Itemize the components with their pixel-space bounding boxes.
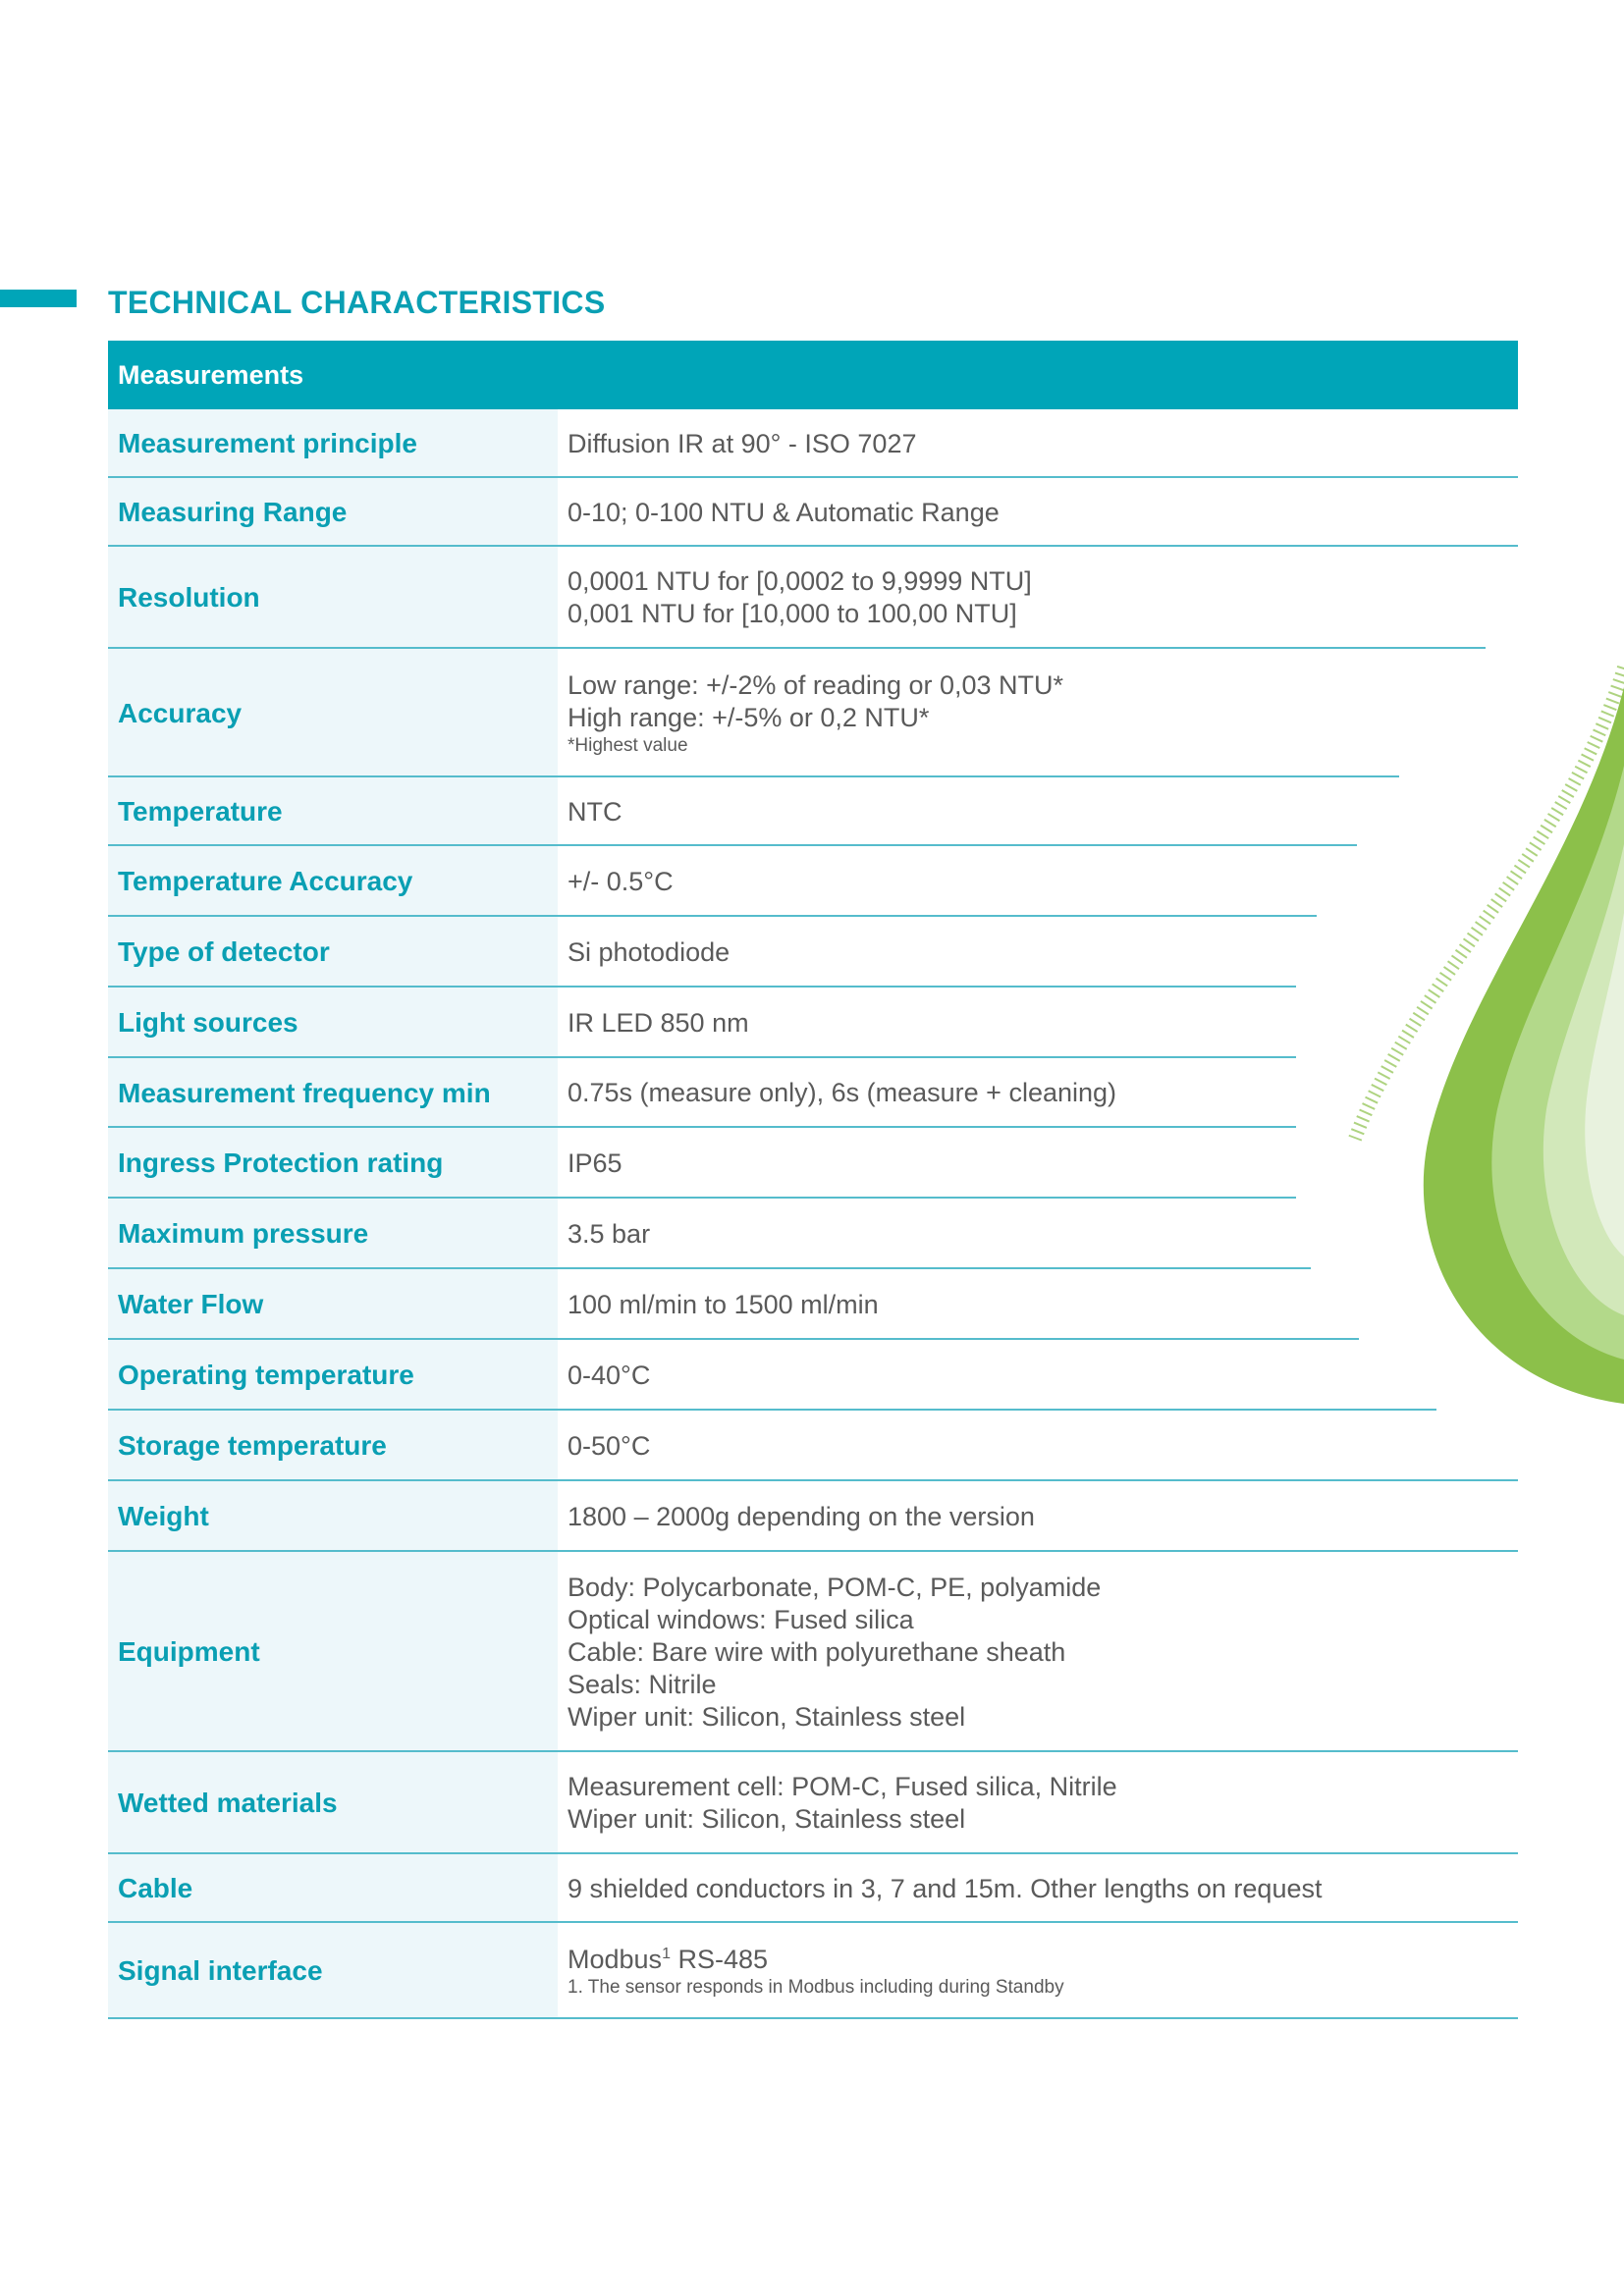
row-label: Equipment (108, 1552, 558, 1752)
row-value: 0.75s (measure only), 6s (measure + cleaning) (568, 1078, 1117, 1107)
table-row (108, 1058, 1518, 1128)
table-row (108, 1481, 1518, 1552)
table-row (108, 1411, 1518, 1481)
table-row (108, 649, 1518, 777)
row-label: Water Flow (108, 1269, 558, 1340)
footnote: *Highest value (568, 734, 688, 756)
page-title: TECHNICAL CHARACTERISTICS (108, 285, 606, 320)
row-value: 0-10; 0-100 NTU & Automatic Range (568, 497, 1000, 527)
row-label: Ingress Protection rating (108, 1128, 558, 1199)
table-row (108, 1854, 1518, 1923)
row-label: Operating temperature (108, 1340, 558, 1411)
row-label: Resolution (108, 547, 558, 649)
row-value: IP65 (568, 1148, 623, 1178)
row-value: 0-50°C (568, 1430, 651, 1461)
table-row (108, 1340, 1518, 1411)
table-row (108, 846, 1518, 917)
row-value: Si photodiode (568, 936, 731, 967)
table-row (108, 1128, 1518, 1199)
row-value: Modbus$^1$ RS-485 1. The sensor responds in Modbus including during Standby (558, 1923, 1518, 2019)
table-row (108, 1752, 1518, 1854)
row-value: 1800 – 2000g depending on the version (568, 1501, 1035, 1531)
table-row (108, 547, 1518, 649)
table-row (108, 1923, 1518, 2019)
row-value: 0,0001 NTU for [0,0002 to 9,9999 NTU] 0,001 NTU for [10,000 to 100,00 NTU] (568, 566, 1032, 628)
table-row (108, 409, 1518, 478)
row-label: Light sources (108, 988, 558, 1058)
row-value: Body: Polycarbonate, POM-C, PE, polyamide Optical windows: Fused silica Cable: Bare wire with polyurethane sheath Seals: Nitrile Wiper unit: Silicon, Stainless steel (568, 1572, 1102, 1732)
table-row (108, 917, 1518, 988)
table-row (108, 1269, 1518, 1340)
row-label: Accuracy (108, 649, 558, 777)
row-label: Weight (108, 1481, 558, 1552)
row-label: Temperature Accuracy (108, 846, 558, 917)
row-label: Measuring Range (108, 478, 558, 547)
row-label: Measurement principle (108, 409, 558, 478)
table-row (108, 777, 1518, 846)
row-label: Storage temperature (108, 1411, 558, 1481)
row-value: Diffusion IR at 90° - ISO 7027 (568, 428, 917, 458)
row-label: Wetted materials (108, 1752, 558, 1854)
row-label: Type of detector (108, 917, 558, 988)
table-row (108, 1552, 1518, 1752)
footnote-marker: 1 (662, 1945, 671, 1962)
row-label: Measurement frequency min (108, 1058, 558, 1128)
table-row (108, 478, 1518, 547)
table-row (108, 988, 1518, 1058)
row-label: Temperature (108, 777, 558, 846)
row-value: IR LED 850 nm (568, 1007, 749, 1038)
row-value: NTC (568, 796, 623, 827)
row-label: Maximum pressure (108, 1199, 558, 1269)
row-value: Measurement cell: POM-C, Fused silica, Nitrile Wiper unit: Silicon, Stainless steel (568, 1772, 1117, 1834)
row-value: +/- 0.5°C (568, 866, 674, 896)
row-value: 3.5 bar (568, 1218, 651, 1249)
footnote: 1. The sensor responds in Modbus including during Standby (568, 1976, 1064, 1998)
row-label: Cable (108, 1854, 558, 1923)
spec-table (108, 341, 1518, 2019)
table-header: Measurements (108, 341, 1518, 409)
row-value: 9 shielded conductors in 3, 7 and 15m. Other lengths on request (568, 1873, 1323, 1903)
row-value: 100 ml/min to 1500 ml/min (568, 1289, 879, 1319)
table-row (108, 1199, 1518, 1269)
accent-bar (0, 290, 77, 307)
row-label: Signal interface (108, 1923, 558, 2019)
row-value: Low range: +/-2% of reading or 0,03 NTU* High range: +/-5% or 0,2 NTU* *Highest value (558, 649, 1518, 777)
row-value: 0-40°C (568, 1360, 651, 1390)
